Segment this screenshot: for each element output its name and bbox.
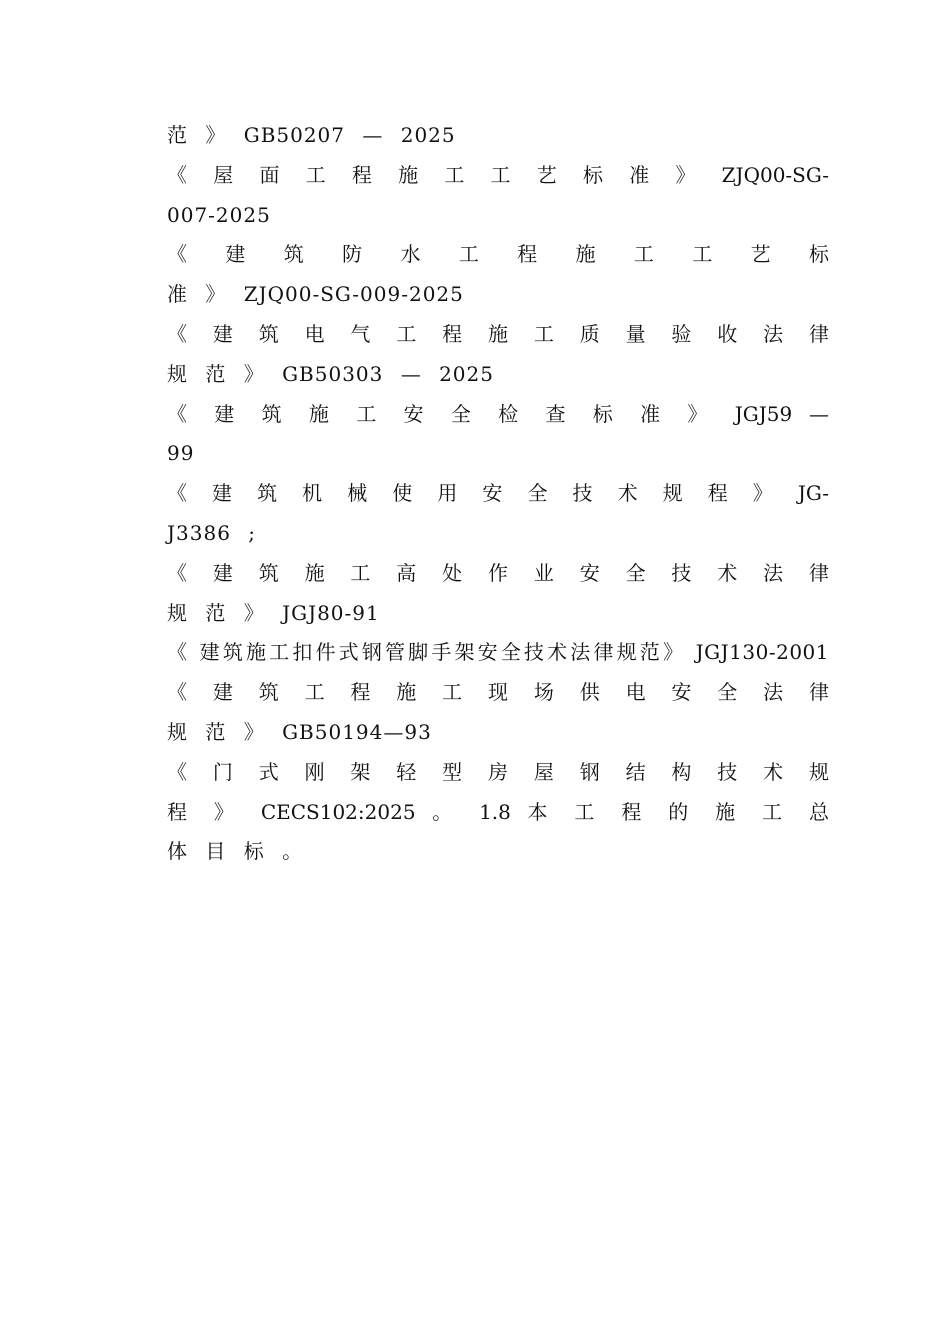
text-line: 99 xyxy=(167,441,195,466)
text-line: 规 范 》 GB50194—93 xyxy=(167,719,432,744)
text-line: 《 屋 面 工 程 施 工 工 艺 标 准 》 ZJQ00-SG- xyxy=(167,162,829,187)
text-line: 规 范 》 GB50303 — 2025 xyxy=(167,361,494,386)
text-line: 《 建筑施工扣件式钢管脚手架安全技术法律规范》 JGJ130-2001 xyxy=(167,640,829,665)
text-line: 007-2025 xyxy=(167,202,271,227)
text-line: 《 建 筑 防 水 工 程 施 工 工 艺 标 xyxy=(167,242,829,267)
text-line: 《 建 筑 电 气 工 程 施 工 质 量 验 收 法 律 xyxy=(167,321,829,346)
text-line: 范 》 GB50207 — 2025 xyxy=(167,123,456,147)
text-line: 《 门 式 刚 架 轻 型 房 屋 钢 结 构 技 术 规 xyxy=(167,759,829,784)
text-line: J3386 ; xyxy=(167,520,257,545)
text-line: 规 范 》 JGJ80-91 xyxy=(167,600,380,625)
text-line: 准 》 ZJQ00-SG-009-2025 xyxy=(167,282,464,307)
text-line: 《 建 筑 施 工 高 处 作 业 安 全 技 术 法 律 xyxy=(167,560,829,585)
text-line: 体 目 标 。 xyxy=(167,839,304,864)
document-body xyxy=(167,116,829,872)
text-line: 《 建 筑 机 械 使 用 安 全 技 术 规 程 》 JG- xyxy=(167,481,829,506)
text-line: 《 建 筑 施 工 安 全 检 查 标 准 》 JGJ59 — xyxy=(167,401,829,426)
text-line: 《 建 筑 工 程 施 工 现 场 供 电 安 全 法 律 xyxy=(167,680,829,705)
text-line: 程 》 CECS102:2025 。 1.8 本 工 程 的 施 工 总 xyxy=(167,799,829,824)
